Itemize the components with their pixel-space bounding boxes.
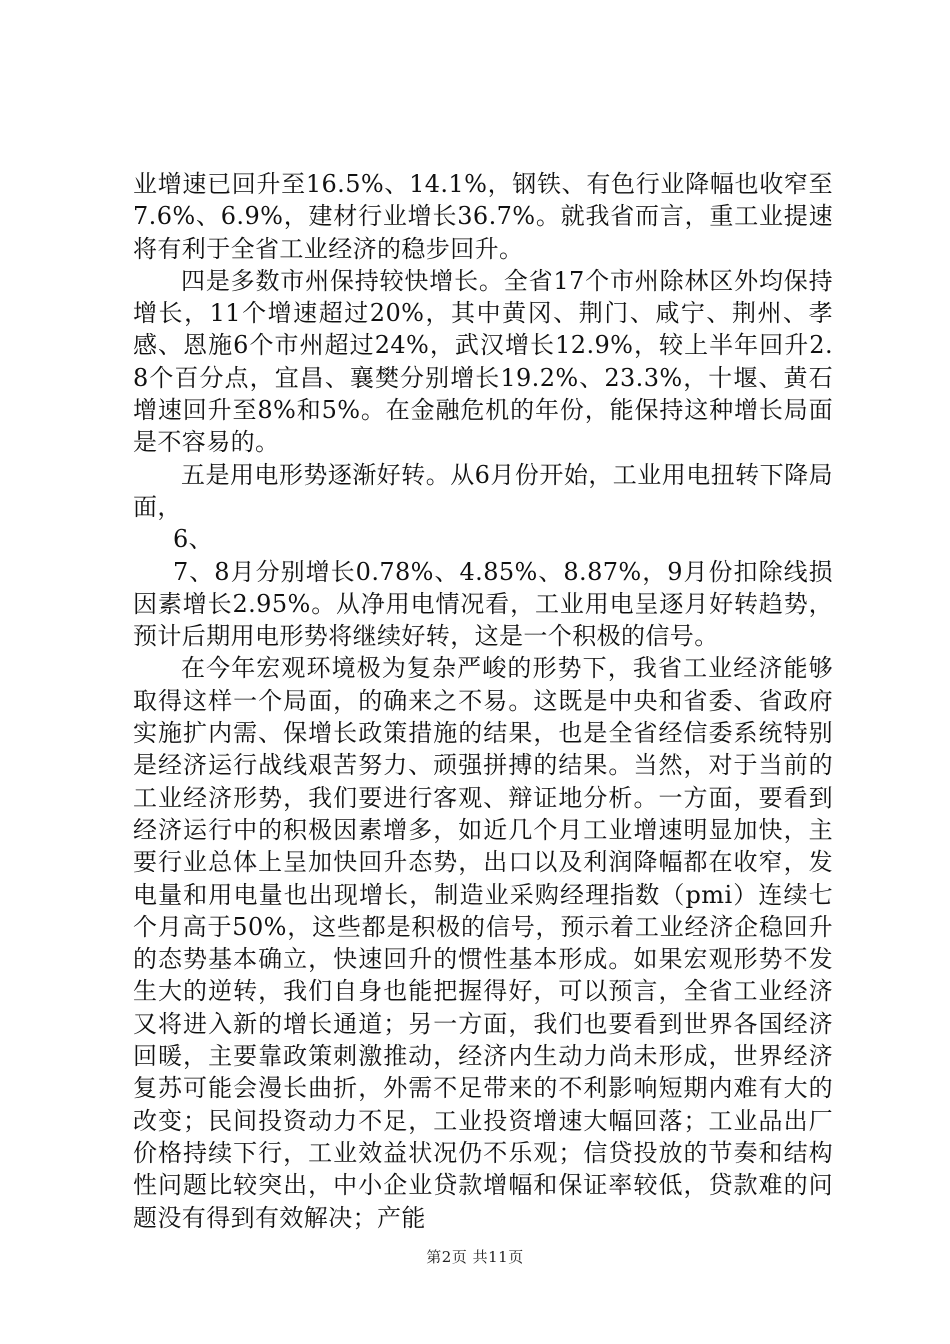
page-footer: 第2页 共11页 (426, 1248, 524, 1266)
paragraph-monthly-growth: 7、8月分别增长0.78%、4.85%、8.87%，9月份扣除线损因素增长2.95%。从净用电情况看，工业用电呈逐月好转趋势，预计后期用电形势将继续好转，这是一个积极的信号。 (133, 557, 833, 651)
paragraph-item-six: 6、 (173, 525, 214, 554)
paragraph-electricity: 五是用电形势逐渐好转。从6月份开始，工业用电扭转下降局面， (133, 460, 833, 521)
document-body (133, 168, 833, 1234)
paragraph-city-growth: 四是多数市州保持较快增长。全省17个市州除林区外均保持增长，11个增速超过20%，其中黄冈、荆门、咸宁、荆州、孝感、恩施6个市州超过24%，武汉增长12.9%，较上半年回升2.8个百分点，宜昌、襄樊分别增长19.2%、23.3%，十堰、黄石增速回升至8%和5%。在金融危机的年份，能保持这种增长局面是不容易的。 (133, 266, 833, 457)
paragraph-continuation: 业增速已回升至16.5%、14.1%，钢铁、有色行业降幅也收窄至7.6%、6.9%，建材行业增长36.7%。就我省而言，重工业提速将有利于全省工业经济的稳步回升。 (133, 170, 833, 263)
paragraph-macro-analysis: 在今年宏观环境极为复杂严峻的形势下，我省工业经济能够取得这样一个局面，的确来之不易。这既是中央和省委、省政府实施扩内需、保增长政策措施的结果，也是全省经信委系统特别是经济运行战线艰苦努力、顽强拼搏的结果。当然，对于当前的工业经济形势，我们要进行客观、辩证地分析。一方面，要看到经济运行中的积极因素增多，如近几个月工业增速明显加快，主要行业总体上呈加快回升态势，出口以及利润降幅都在收窄，发电量和用电量也出现增长，制造业采购经理指数（pmi）连续七个月高于50%，这些都是积极的信号，预示着工业经济企稳回升的态势基本确立，快速回升的惯性基本形成。如果宏观形势不发生大的逆转，我们自身也能把握得好，可以预言，全省工业经济又将进入新的增长通道；另一方面，我们也要看到世界各国经济回暖，主要靠政策刺激推动，经济内生动力尚未形成，世界经济复苏可能会漫长曲折，外需不足带来的不利影响短期内难有大的改变；民间投资动力不足，工业投资增速大幅回落；工业品出厂价格持续下行，工业效益状况仍不乐观；信贷投放的节奏和结构性问题比较突出，中小企业贷款增幅和保证率较低，贷款难的问题没有得到有效解决；产能 (133, 654, 833, 1232)
